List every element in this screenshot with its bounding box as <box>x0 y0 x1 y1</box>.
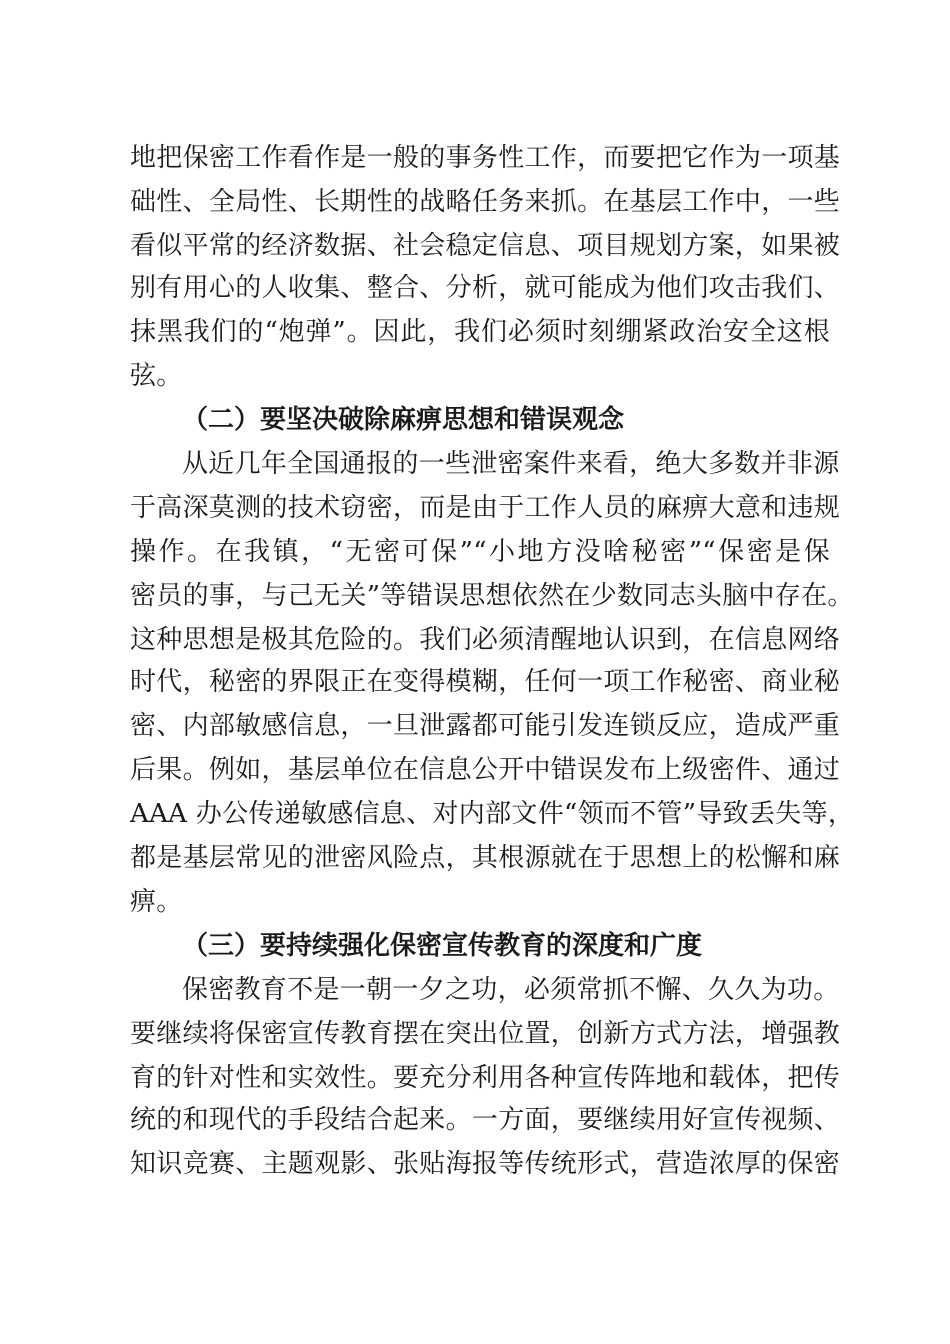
paragraph-line: 保密教育不是一朝一夕之功，必须常抓不懈、久久为功。 <box>182 975 840 1005</box>
paragraph-line: 都是基层常见的泄密风险点，其根源就在于思想上的松懈和麻 <box>130 843 841 873</box>
paragraph-line: 操作。在我镇，“无密可保”“小地方没啥秘密”“保密是保 <box>130 537 830 567</box>
section-heading: （三）要持续强化保密宣传教育的深度和广度 <box>182 931 703 961</box>
paragraph-line: 于高深莫测的技术窃密，而是由于工作人员的麻痹大意和违规 <box>130 493 841 523</box>
paragraph-line: 弦。 <box>130 361 183 391</box>
paragraph-line: 别有用心的人收集、整合、分析，就可能成为他们攻击我们、 <box>130 273 841 303</box>
paragraph-line: 密、内部敏感信息，一旦泄露都可能引发连锁反应，造成严重 <box>130 711 841 741</box>
paragraph-line: 育的针对性和实效性。要充分利用各种宣传阵地和载体，把传 <box>130 1063 841 1093</box>
paragraph-line: 要继续将保密宣传教育摆在突出位置，创新方式方法，增强教 <box>130 1019 841 1049</box>
paragraph-line: 地把保密工作看作是一般的事务性工作，而要把它作为一项基 <box>130 143 841 173</box>
paragraph-line: 础性、全局性、长期性的战略任务来抓。在基层工作中，一些 <box>130 187 841 217</box>
paragraph-line: AAA 办公传递敏感信息、对内部文件“领而不管”导致丢失等， <box>130 799 855 829</box>
paragraph-line: 后果。例如，基层单位在信息公开中错误发布上级密件、通过 <box>130 755 841 785</box>
paragraph-line: 时代，秘密的界限正在变得模糊，任何一项工作秘密、商业秘 <box>130 667 841 697</box>
paragraph-line: 从近几年全国通报的一些泄密案件来看，绝大多数并非源 <box>182 449 840 479</box>
paragraph-line: 看似平常的经济数据、社会稳定信息、项目规划方案，如果被 <box>130 231 841 261</box>
paragraph-line: 这种思想是极其危险的。我们必须清醒地认识到，在信息网络 <box>130 625 841 655</box>
paragraph-line: 统的和现代的手段结合起来。一方面，要继续用好宣传视频、 <box>130 1105 841 1135</box>
section-heading: （二）要坚决破除麻痹思想和错误观念 <box>182 405 625 435</box>
paragraph-line: 知识竞赛、主题观影、张贴海报等传统形式，营造浓厚的保密 <box>130 1149 841 1179</box>
paragraph-line: 痹。 <box>130 887 183 917</box>
paragraph-line: 抹黑我们的“炮弹”。因此，我们必须时刻绷紧政治安全这根 <box>130 317 830 347</box>
paragraph-line: 密员的事，与己无关”等错误思想依然在少数同志头脑中存在。 <box>130 581 854 611</box>
